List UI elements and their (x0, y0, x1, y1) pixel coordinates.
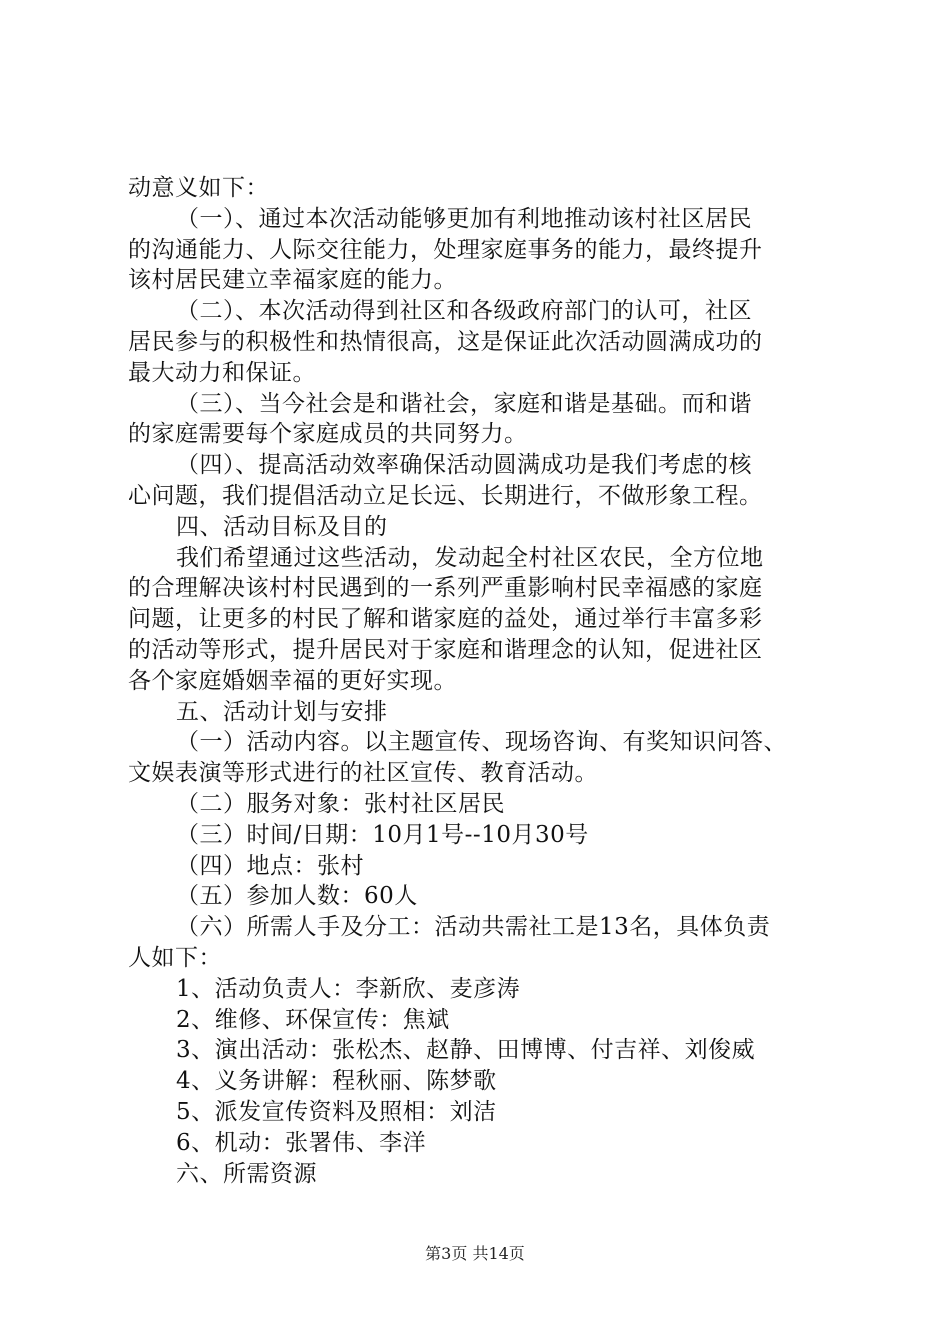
text-line: （三）、当今社会是和谐社会，家庭和谐是基础。而和谐 (176, 390, 752, 417)
text-line: 的合理解决该村村民遇到的一系列严重影响村民幸福感的家庭 (128, 575, 763, 602)
text-line: （六）所需人手及分工：活动共需社工是13名，具体负责 (176, 914, 771, 941)
text-line: （四）、提高活动效率确保活动圆满成功是我们考虑的核 (176, 452, 752, 479)
text-line: 6、机动：张署伟、李洋 (176, 1129, 427, 1156)
text-line: （二）服务对象：张村社区居民 (176, 790, 505, 817)
page-number-footer: 第3页 共14页 (425, 1244, 525, 1263)
text-line: 五、活动计划与安排 (176, 698, 388, 725)
text-line: 人如下： (128, 944, 222, 971)
document-body (128, 173, 840, 1189)
text-line: 的沟通能力、人际交往能力，处理家庭事务的能力，最终提升 (128, 236, 763, 263)
text-line: 4、义务讲解：程秋丽、陈梦歌 (176, 1068, 497, 1095)
text-line: 问题，让更多的村民了解和谐家庭的益处，通过举行丰富多彩 (128, 606, 763, 633)
text-line: 3、演出活动：张松杰、赵静、田博博、付吉祥、刘俊威 (176, 1037, 756, 1064)
text-line: 文娱表演等形式进行的社区宣传、教育活动。 (128, 760, 598, 787)
text-line: （二）、本次活动得到社区和各级政府部门的认可，社区 (176, 298, 752, 325)
text-line: 5、派发宣传资料及照相：刘洁 (176, 1098, 497, 1125)
text-line: （五）参加人数：60人 (176, 883, 418, 910)
text-line: 心问题，我们提倡活动立足长远、长期进行，不做形象工程。 (128, 482, 763, 509)
text-line: 该村居民建立幸福家庭的能力。 (128, 267, 457, 294)
text-line: 动意义如下： (128, 175, 269, 201)
text-line: 的活动等形式，提升居民对于家庭和谐理念的认知，促进社区 (128, 636, 763, 663)
text-line: （一）、通过本次活动能够更加有利地推动该村社区居民 (176, 205, 752, 232)
text-line: 各个家庭婚姻幸福的更好实现。 (128, 667, 457, 694)
text-line: 居民参与的积极性和热情很高，这是保证此次活动圆满成功的 (128, 328, 763, 355)
text-line: （四）地点：张村 (176, 852, 364, 879)
text-line: 我们希望通过这些活动，发动起全村社区农民，全方位地 (176, 544, 764, 571)
text-line: 1、活动负责人：李新欣、麦彦涛 (176, 975, 521, 1002)
text-line: （一）活动内容。以主题宣传、现场咨询、有奖知识问答、 (176, 729, 787, 756)
text-line: 四、活动目标及目的 (176, 513, 388, 540)
text-line: （三）时间/日期：10月1号--10月30号 (176, 821, 589, 848)
text-line: 六、所需资源 (176, 1160, 317, 1187)
text-line: 2、维修、环保宣传：焦斌 (176, 1006, 450, 1033)
text-line: 的家庭需要每个家庭成员的共同努力。 (128, 421, 528, 448)
text-line: 最大动力和保证。 (128, 359, 316, 386)
